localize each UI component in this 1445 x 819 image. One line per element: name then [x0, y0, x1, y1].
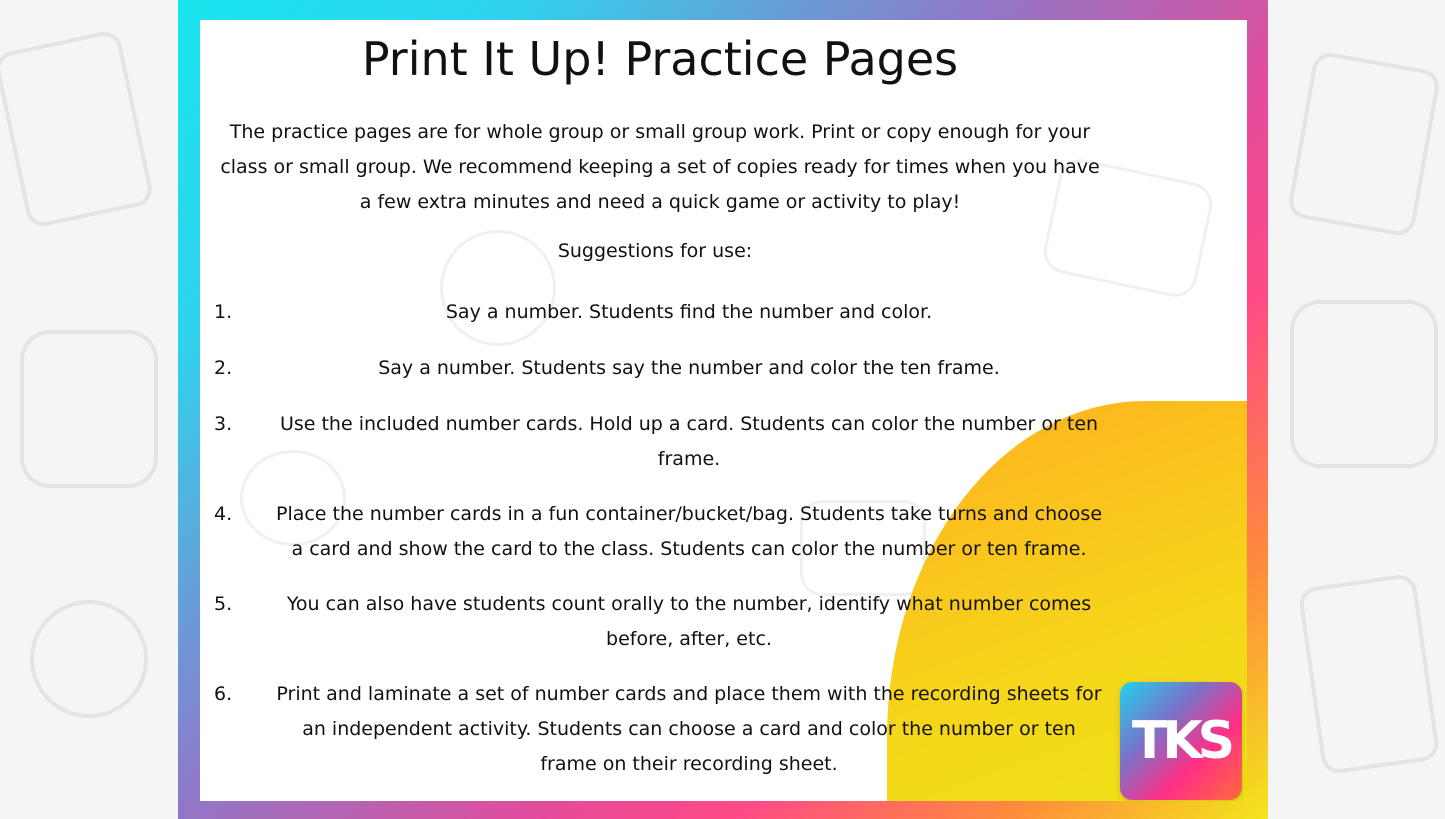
list-item: [214, 295, 1094, 330]
list-item-number: 4.: [214, 503, 233, 525]
doodle-shape: [30, 600, 148, 718]
doodle-shape: [1290, 300, 1438, 468]
list-item: [214, 587, 1094, 657]
list-item-number: 5.: [214, 593, 233, 615]
list-item-text: Place the number cards in a fun container/bucket/bag. Students take turns and choose a card and show the card to the class. Students can color the number or ten frame.: [275, 503, 1103, 560]
list-item: [214, 497, 1103, 567]
list-item-number: 2.: [214, 357, 233, 379]
suggestions-heading: Suggestions for use:: [557, 240, 753, 262]
list-item-text: You can also have students count orally to the number, identify what number comes before, after, etc.: [286, 593, 1092, 650]
gradient-border-frame: [178, 0, 1268, 819]
doodle-shape: [1286, 50, 1441, 238]
list-item-number: 1.: [214, 301, 233, 323]
document-page: [200, 20, 1247, 801]
list-item: [214, 677, 1102, 782]
tks-logo: [1120, 682, 1242, 800]
doodle-shape: [0, 29, 155, 230]
page-title: Print It Up! Practice Pages: [361, 32, 959, 86]
list-item-text: Use the included number cards. Hold up a card. Students can color the number or ten frame.: [279, 413, 1099, 470]
list-item-text: Say a number. Students find the number and color.: [445, 301, 933, 323]
list-item-text: Print and laminate a set of number cards and place them with the recording sheets for an independent activity. Students can choose a card and color the number or ten frame on their recording sheet.: [276, 683, 1102, 775]
list-item-number: 6.: [214, 683, 233, 705]
list-item-number: 3.: [214, 413, 233, 435]
list-item: [214, 351, 1094, 386]
doodle-shape: [20, 330, 158, 488]
doodle-shape: [1297, 573, 1440, 776]
list-item-text: Say a number. Students say the number and color the ten frame.: [378, 357, 1000, 379]
intro-paragraph: The practice pages are for whole group or small group work. Print or copy enough for your class or small group. We recommend keeping a set of copies ready for times when you have a few extra minutes and need a quick game or activity to play!: [220, 121, 1100, 213]
logo-text: TKS: [1131, 711, 1231, 771]
list-item: [214, 407, 1099, 477]
